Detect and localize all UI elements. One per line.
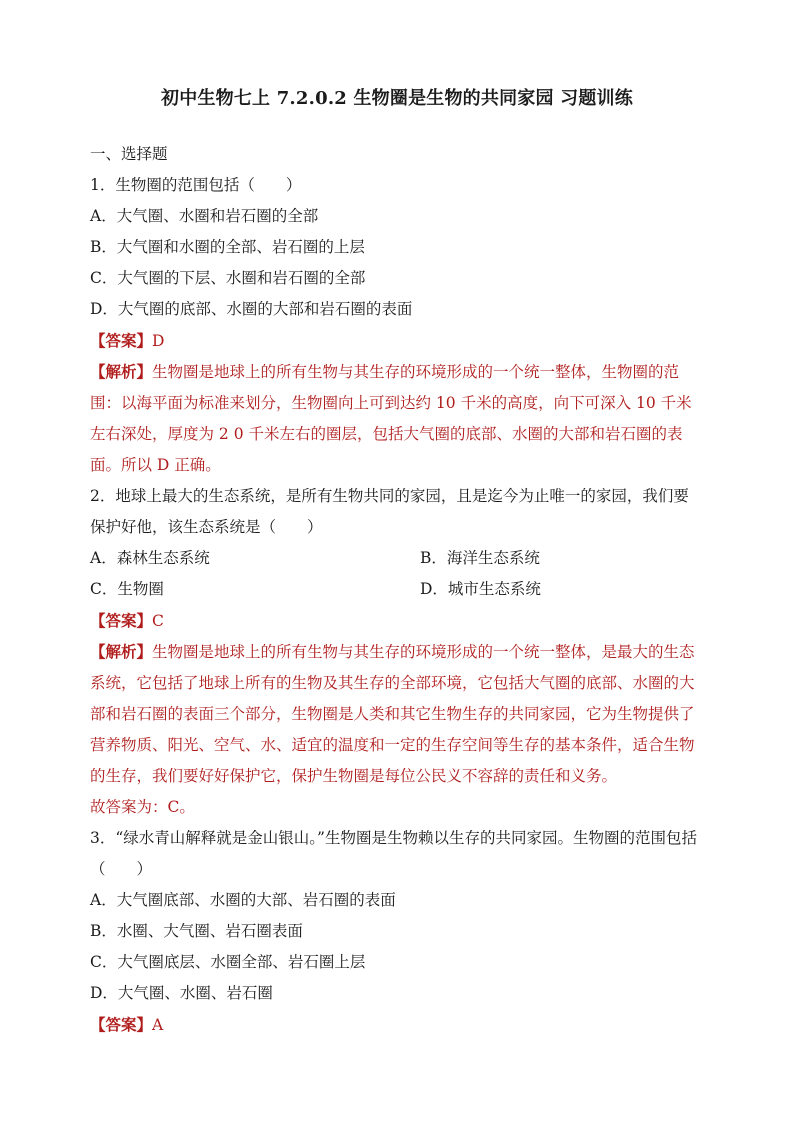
answer-value: D [152,332,165,350]
conclusion: 故答案为：C。 [90,798,195,816]
answer-value: A [152,1016,164,1034]
answer-label: 【答案】 [90,1015,153,1034]
option-c: C．生物圈 [90,580,164,598]
option-c: C．大气圈底层、水圈全部、岩石圈上层 [90,953,366,971]
page-title: 初中生物七上 7.2.0.2 生物圈是生物的共同家园 习题训练 [161,88,633,109]
section-heading: 一、选择题 [90,145,168,163]
option-b: B．水圈、大气圈、岩石圈表面 [90,922,303,940]
option-a: A．大气圈底部、水圈的大部、岩石圈的表面 [90,891,396,909]
option-a: A．森林生态系统 [90,549,210,567]
explanation-text: 生物圈是地球上的所有生物与其生存的环境形成的一个统一整体，是最大的生态系统，它包括了地球上所有的生物及其生存的全部环境，它包括大气圈的底部、水圈的大部和岩石圈的表面三个部分，生物圈是人类和其它生物生存的共同家园，它为生物提供了营养物质、阳光、空气、水、适宜的温度和一定的生存空间等生存的基本条件，适合生物的生存，我们要好好保护它，保护生物圈是每位公民义不容辞的责任和义务。 [90,643,695,785]
answer-line [90,325,702,356]
question-stem: 2．地球上最大的生态系统，是所有生物共同的家园，且是迄今为止唯一的家园，我们要保护好他，该生态系统是（ ） [90,487,689,536]
option-d: D．大气圈、水圈、岩石圈 [90,984,273,1002]
option-row [90,543,702,574]
question-stem: 3．“绿水青山解释就是金山银山。”生物圈是生物赖以生存的共同家园。生物圈的范围包括（ ） [90,829,697,878]
answer-label: 【答案】 [90,611,153,630]
question-stem: 1．生物圈的范围包括（ ） [90,176,302,194]
explain-label: 【解析】 [90,362,153,381]
answer-label: 【答案】 [90,331,153,350]
answer-line [90,1009,702,1040]
question-list [90,139,702,1040]
option-b: B．海洋生态系统 [420,549,540,567]
answer-line [90,605,702,636]
explanation [90,636,702,792]
option-row [90,574,702,605]
option-b: B．大气圈和水圈的全部、岩石圈的上层 [90,238,365,256]
explain-label: 【解析】 [90,642,153,661]
option-c: C．大气圈的下层、水圈和岩石圈的全部 [90,269,366,287]
answer-value: C [152,612,164,630]
option-d: D．大气圈的底部、水圈的大部和岩石圈的表面 [90,300,413,318]
option-d: D．城市生态系统 [420,580,541,598]
explanation-text: 生物圈是地球上的所有生物与其生存的环境形成的一个统一整体，生物圈的范围：以海平面为标准来划分，生物圈向上可到达约 10 千米的高度，向下可深入 10 千米左右深处，厚度为 2 0 千米左右的圈层，包括大气圈的底部、水圈的大部和岩石圈的表面。所以 D 正确。 [90,363,692,474]
option-a: A．大气圈、水圈和岩石圈的全部 [90,207,319,225]
explanation [90,356,702,481]
